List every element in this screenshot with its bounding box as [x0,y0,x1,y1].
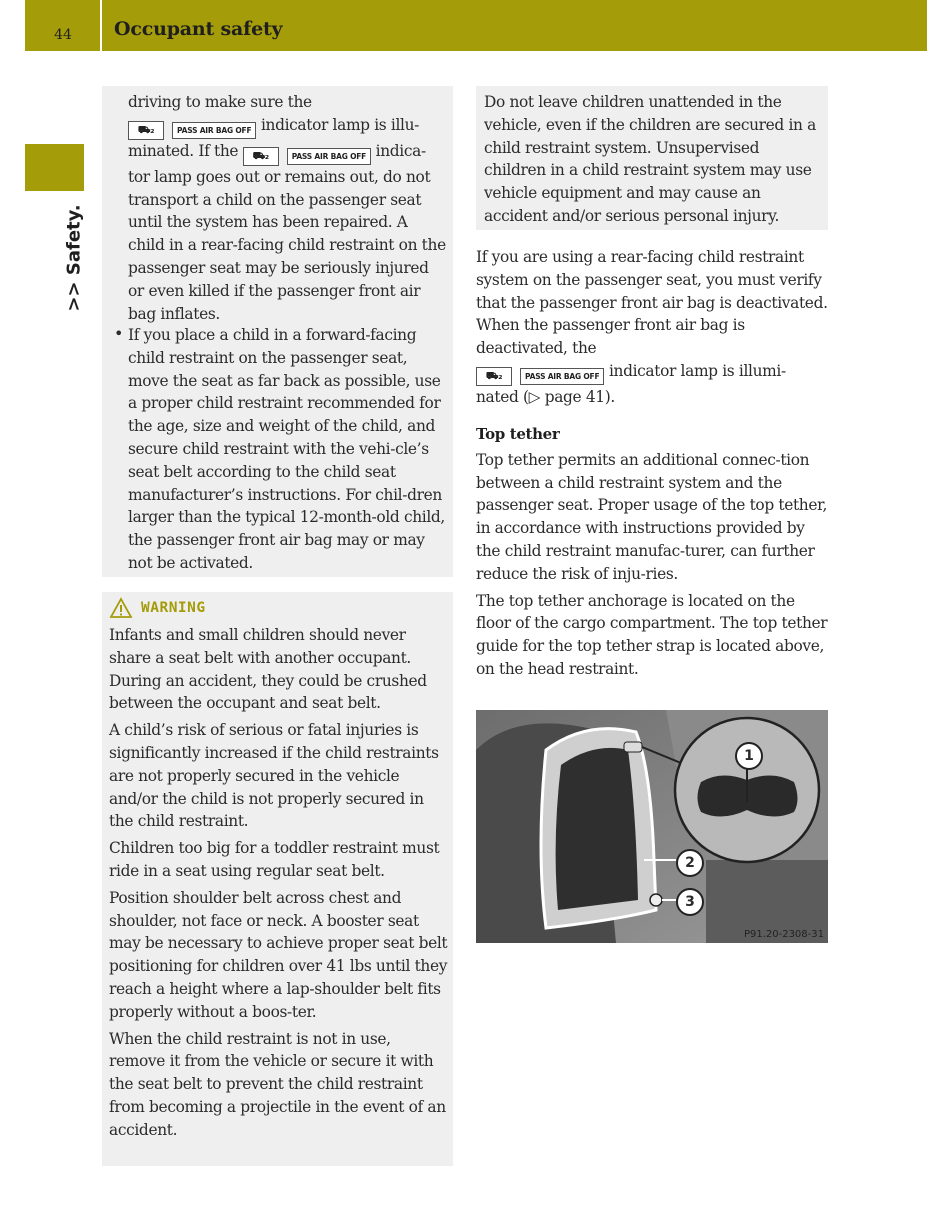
warning-triangle-icon [109,597,133,619]
warning-header [109,597,206,619]
passenger-airbag-off-indicator [476,367,604,386]
callout-1: 1 [735,742,763,770]
callout-3: 3 [676,888,704,916]
warning-label: WARNING [141,600,206,616]
callout-2: 2 [676,849,704,877]
note-line [128,114,446,140]
body-line-text: indicator lamp is illumi- [608,361,786,380]
note-line [128,140,446,166]
page-number: 44 [54,27,72,43]
side-tab-label: >> Safety. [63,204,85,312]
pass-airbag-off-icon: PASS AIR BAG OFF [287,148,371,165]
note-line: driving to make sure the [128,93,312,111]
note-paragraph: tor lamp goes out or remains out, do not transport a child on the passenger seat until the system has been repaired. A child in a rear-facing child restraint on the passenger seat may be seriously injured or even killed if the passenger front air bag inflates. [128,167,446,323]
note-line-text: minated. If the [128,141,239,160]
figure-code: P91.20-2308-31 [743,929,824,940]
note-line-text: indica- [375,141,426,160]
side-tab-marker [25,144,84,191]
pass-airbag-off-icon: PASS AIR BAG OFF [520,368,604,385]
note-box-content [128,91,446,329]
passenger-airbag-off-indicator [243,147,371,166]
top-tether-illustration [476,710,828,943]
right-column-body [476,246,830,685]
warning-paragraph: Infants and small children should never share a seat belt with another occupant. During an accident, they could be crushed between the occupant and seat belt. [109,626,427,713]
body-paragraph: The top tether anchorage is located on the floor of the cargo compartment. The top tether guide for the top tether strap is located above, on the head restraint. [476,591,828,678]
warning-paragraph: Position shoulder belt across chest and shoulder, not face or neck. A booster seat may be necessary to achieve proper seat belt positioning for children over 41 lbs until they reach a height where a lap-shoulder belt fits properly without a boos-ter. [109,888,448,1021]
warning-paragraph: Children too big for a toddler restraint must ride in a seat using regular seat belt. [109,839,440,880]
bullet-text: If you place a child in a forward-facing child restraint on the passenger seat, move the seat as far back as possible, use a proper child restraint recommended for the age, size and weight of the child, and secure child restraint with the vehi-cle’s seat belt according to the child seat manufacturer’s instructions. For chil-dren larger than the typical 12-month-old child, the passenger front air bag may or may not be activated. [128,326,445,572]
child-seat-icon: ⛟₂ [243,147,279,166]
passenger-airbag-off-indicator [128,121,256,140]
section-heading: Top tether [476,424,560,443]
child-seat-icon: ⛟₂ [476,367,512,386]
note-line-text: indicator lamp is illu- [260,115,420,134]
bullet-marker: • [114,324,124,343]
header-divider [100,0,102,51]
body-line: nated (▷ page 41). [476,387,615,406]
pass-airbag-off-icon: PASS AIR BAG OFF [172,122,256,139]
body-paragraph: Top tether permits an additional connec-tion between a child restraint system and the passenger seat. Proper usage of the top tether, in accordance with instructions provided by the child restraint manufac-turer, can further reduce the risk of inju-ries. [476,450,827,583]
warning-body [109,624,449,1146]
body-line [476,360,830,386]
top-tether-figure [476,710,828,943]
page-title: Occupant safety [114,18,283,40]
child-seat-icon: ⛟₂ [128,121,164,140]
warning-paragraph: A child’s risk of serious or fatal injuries is significantly increased if the child restraints are not properly secured in the vehicle and/or the child is not properly secured in the child restraint. [109,721,439,831]
caution-text: Do not leave children unattended in the vehicle, even if the children are secured in a child restraint system. Unsupervised children in a child restraint system may use vehicle equipment and may cause an accident and/or serious personal injury. [484,93,816,225]
body-paragraph: If you are using a rear-facing child restraint system on the passenger seat, you must verify that the passenger front air bag is deactivated. When the passenger front air bag is deactivated, the [476,248,828,358]
warning-paragraph: When the child restraint is not in use, remove it from the vehicle or secure it with the seat belt to prevent the child restraint from becoming a projectile in the event of an accident. [109,1029,446,1139]
